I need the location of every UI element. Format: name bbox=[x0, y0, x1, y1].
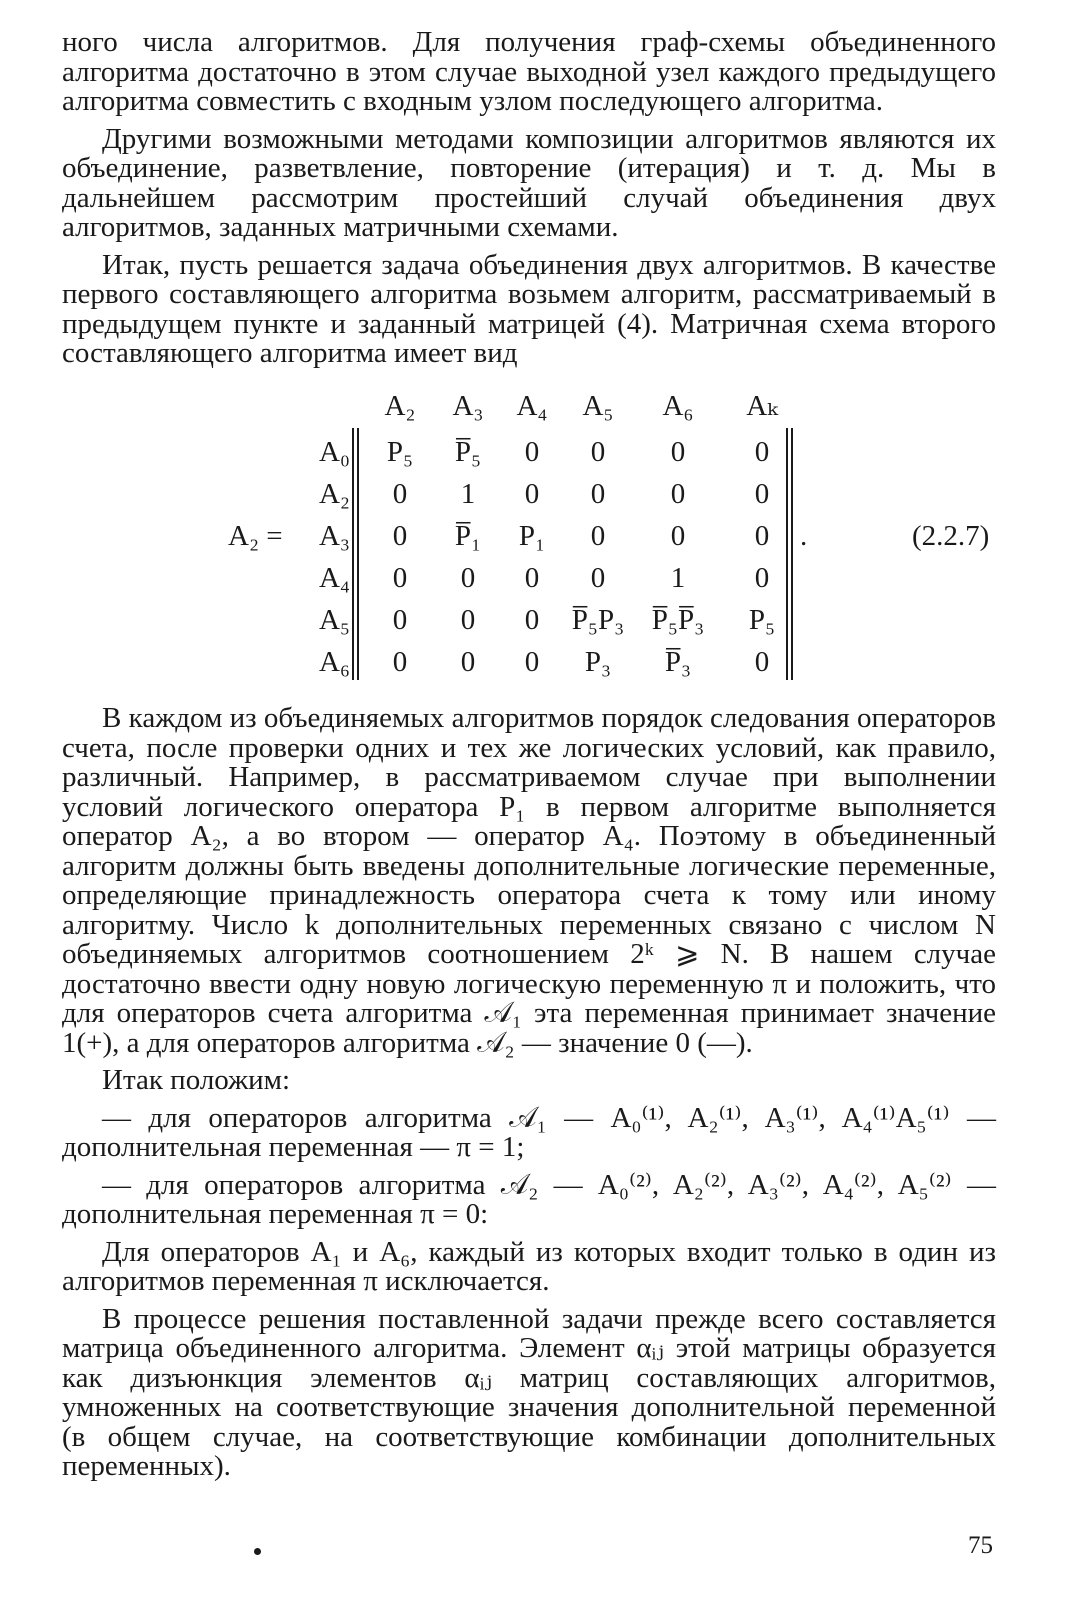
matrix-cell: P₅ bbox=[386, 436, 414, 468]
matrix-column-label: A₂ bbox=[384, 390, 416, 422]
matrix-cell: P₁ bbox=[518, 520, 546, 552]
matrix-period: . bbox=[800, 520, 808, 552]
matrix-cell: 0 bbox=[754, 520, 770, 552]
paragraph: Для операторов A₁ и A₆, каждый из которых входит только в один из алгоритмов переменная π исключается. bbox=[62, 1235, 996, 1297]
matrix-left-bar bbox=[352, 428, 354, 680]
matrix-cell: 0 bbox=[392, 520, 408, 552]
matrix-cell: 0 bbox=[460, 604, 476, 636]
matrix-cell: 0 bbox=[590, 520, 606, 552]
matrix-row-label: A₆ bbox=[318, 646, 350, 678]
matrix-column-label: A₃ bbox=[452, 390, 484, 422]
matrix-cell: 0 bbox=[524, 646, 540, 678]
matrix-cell: 0 bbox=[524, 436, 540, 468]
matrix-column-label: Aₖ bbox=[746, 390, 778, 422]
matrix-cell: 0 bbox=[392, 646, 408, 678]
matrix-cell: 0 bbox=[524, 478, 540, 510]
list-item: — для операторов алгоритма 𝒜₁ — A₀⁽¹⁾, A₂⁽¹⁾, A₃⁽¹⁾, A₄⁽¹⁾A₅⁽¹⁾ — дополнительная переменная — π = 1; bbox=[62, 1101, 996, 1163]
matrix-lhs: A₂ = bbox=[228, 520, 283, 552]
paragraph: ного числа алгоритмов. Для получения граф-схемы объединенного алгоритма достаточно в этом случае выходной узел каждого предыдущего алгоритма совместить с входным узлом последующего алгоритма. bbox=[62, 26, 996, 117]
matrix-row-label: A₄ bbox=[318, 562, 350, 594]
matrix-cell: P̅₅P₃ bbox=[571, 604, 625, 636]
matrix-cell: 0 bbox=[460, 646, 476, 678]
page-number: 75 bbox=[968, 1532, 993, 1559]
equation-number: (2.2.7) bbox=[912, 520, 990, 552]
paragraph: В процессе решения поставленной задачи прежде всего составляется матрица объединенного алгоритма. Элемент αᵢⱼ этой матрицы образуется как дизъюнкция элементов αᵢⱼ матриц составляющих алгоритмов, умноженных на соответствующие значения дополнительной переменной (в общем случае, на соответствующие комбинации дополнительных переменных). bbox=[62, 1302, 996, 1482]
list-item: — для операторов алгоритма 𝒜₂ — A₀⁽²⁾, A₂⁽²⁾, A₃⁽²⁾, A₄⁽²⁾, A₅⁽²⁾ — дополнительная переменная π = 0: bbox=[62, 1168, 996, 1230]
text-block-top bbox=[62, 28, 996, 369]
matrix-cell: P₅ bbox=[748, 604, 776, 636]
matrix-cell: 0 bbox=[524, 604, 540, 636]
matrix-equation bbox=[0, 382, 1068, 682]
matrix-row-label: A₅ bbox=[318, 604, 350, 636]
matrix-cell: 0 bbox=[754, 646, 770, 678]
matrix-column-label: A₄ bbox=[516, 390, 548, 422]
matrix-cell: 1 bbox=[670, 562, 686, 594]
matrix-cell: 0 bbox=[670, 436, 686, 468]
matrix-cell: P̅₅P̅₃ bbox=[651, 604, 705, 636]
matrix-cell: P̅₁ bbox=[454, 520, 482, 552]
matrix-row-label: A₀ bbox=[318, 436, 350, 468]
matrix-column-label: A₆ bbox=[662, 390, 694, 422]
text-block-bottom bbox=[62, 704, 996, 1482]
matrix-cell: 0 bbox=[590, 436, 606, 468]
matrix-cell: 0 bbox=[524, 562, 540, 594]
matrix-cell: 0 bbox=[590, 562, 606, 594]
matrix-cell: P̅₅ bbox=[454, 436, 482, 468]
matrix-cell: 0 bbox=[754, 436, 770, 468]
matrix-column-label: A₅ bbox=[582, 390, 614, 422]
matrix-cell: 0 bbox=[754, 478, 770, 510]
matrix-cell: P̅₃ bbox=[664, 646, 692, 678]
print-speck bbox=[254, 1548, 261, 1555]
matrix-cell: 0 bbox=[392, 478, 408, 510]
matrix-cell: P₃ bbox=[584, 646, 612, 678]
matrix-cell: 0 bbox=[754, 562, 770, 594]
matrix-cell: 0 bbox=[392, 604, 408, 636]
matrix-cell: 0 bbox=[590, 478, 606, 510]
paragraph: В каждом из объединяемых алгоритмов порядок следования операторов счета, после проверки одних и тех же логических условий, как правило, различный. Например, в рассматриваемом случае при выполнении условий логического оператора P₁ в первом алгоритме выполняется оператор A₂, а во втором — оператор A₄. Поэтому в объединенный алгоритм должны быть введены дополнительные логические переменные, определяющие принадлежность оператора счета к тому или иному алгоритму. Число k дополнительных переменных связано с числом N объединяемых алгоритмов соотношением 2ᵏ ⩾ N. В нашем случае достаточно ввести одну новую логическую переменную π и положить, что для операторов счета алгоритма 𝒜₁ эта переменная принимает значение 1(+), а для операторов алгоритма 𝒜₂ — значение 0 (—). bbox=[62, 702, 996, 1059]
matrix-row-label: A₂ bbox=[318, 478, 350, 510]
matrix-cell: 1 bbox=[460, 478, 476, 510]
matrix-cell: 0 bbox=[460, 562, 476, 594]
matrix-cell: 0 bbox=[670, 478, 686, 510]
paragraph: Итак, пусть решается задача объединения двух алгоритмов. В качестве первого составляющего алгоритма возьмем алгоритм, рассматриваемый в предыдущем пункте и заданный матрицей (4). Матричная схема второго составляющего алгоритма имеет вид bbox=[62, 248, 996, 369]
paragraph: Другими возможными методами композиции алгоритмов являются их объединение, разветвление, повторение (итерация) и т. д. Мы в дальнейшем рассмотрим простейший случай объединения двух алгоритмов, заданных матричными схемами. bbox=[62, 122, 996, 243]
matrix-cell: 0 bbox=[392, 562, 408, 594]
matrix-cell: 0 bbox=[670, 520, 686, 552]
matrix-row-label: A₃ bbox=[318, 520, 350, 552]
paragraph: Итак положим: bbox=[102, 1064, 291, 1096]
